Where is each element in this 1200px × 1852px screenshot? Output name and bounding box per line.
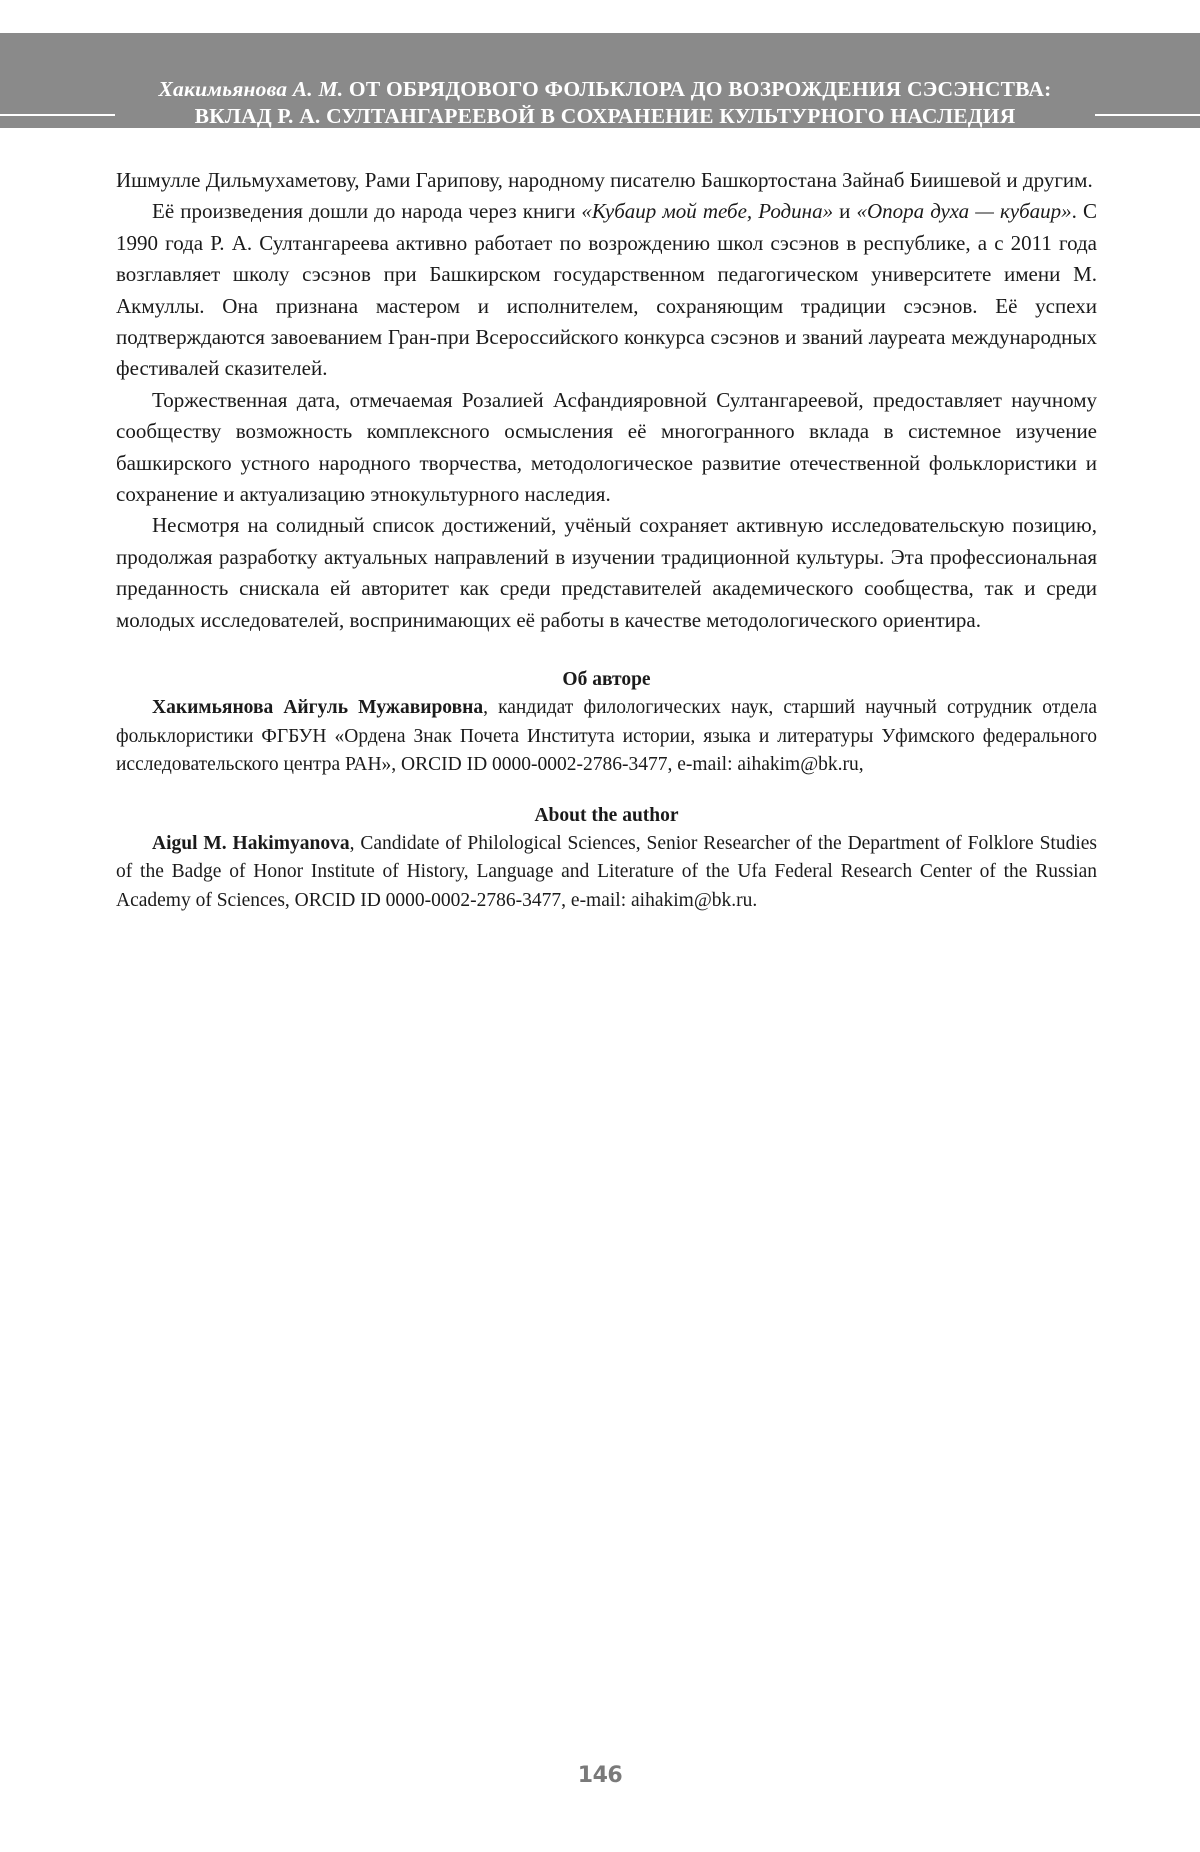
author-details-en: , Candidate of Philological Sciences, Senior Researcher of the Department of Folklore Studies of the Badge of Honor Institute of History, Language and Literature of the Ufa Federal Research Center of the Russian Academy of Sciences, ORCID ID 0000-0002-2786-3477, e-mail: aihakim@bk.ru.: [116, 832, 1097, 912]
paragraph-2-rest: . С 1990 года Р. А. Султангареева активно работает по возрождению школ сэсэнов в республике, а с 2011 года возглавляет школу сэсэнов при Башкирском государственном педагогическом университете имени М. Акмуллы. Она признана мастером и исполнителем, сохраняющим традиции сэсэнов. Её успехи подтверждаются завоеванием Гран-при Всероссийского конкурса сэсэнов и званий лауреата международных фестивалей сказителей.: [116, 199, 1097, 381]
paragraph-4: Несмотря на солидный список достижений, учёный сохраняет активную исследовательскую позицию, продолжая разработку актуальных направлений в изучении традиционной культуры. Эта профессиональная преданность снискала ей авторитет как среди представителей академического сообщества, так и среди молодых исследователей, воспринимающих её работы в качестве методологического ориентира.: [116, 513, 1097, 632]
running-header: [0, 33, 1200, 155]
book-title-opora: «Опора духа — кубаир»: [856, 199, 1072, 224]
paragraph-3: Торжественная дата, отмечаемая Розалией Асфандияровной Султангареевой, предоставляет научному сообществу возможность комплексного осмысления её многогранного вклада в системное изучение башкирского устного народного творчества, методологическое развитие отечественной фольклористики и сохранение и актуализацию этнокультурного наследия.: [116, 387, 1097, 507]
header-rule-left: [0, 114, 115, 116]
about-author-heading-en: About the author: [534, 804, 679, 826]
header-rule-right: [1095, 114, 1200, 116]
header-line-1: [115, 76, 1095, 103]
author-name-en: Aigul M. Hakimyanova: [152, 832, 350, 854]
about-author-bio-en: [116, 830, 1097, 916]
running-header-text: [115, 76, 1095, 157]
book-title-kubair: «Кубаир мой тебе, Родина»: [581, 199, 834, 224]
page-number: 146: [577, 1763, 623, 1788]
about-author-bio-ru: [116, 694, 1097, 780]
about-author-heading-ru: Об авторе: [562, 669, 651, 691]
paragraph-2-start: Её произведения дошли до народа через книги: [152, 199, 582, 224]
paragraph-2-and: и: [833, 199, 857, 224]
article-body: [116, 165, 1097, 916]
header-author: Хакимьянова А. М.: [158, 77, 344, 101]
author-name-ru: Хакимьянова Айгуль Мужавировна: [152, 697, 484, 719]
paragraph-2: [116, 196, 1097, 384]
header-title-line-1: ОТ ОБРЯДОВОГО ФОЛЬКЛОРА ДО ВОЗРОЖДЕНИЯ СЭСЭНСТВА:: [348, 77, 1052, 101]
paragraph-1: Ишмулле Дильмухаметову, Рами Гарипову, народному писателю Башкортостана Зайнаб Биишевой и другим.: [116, 168, 1093, 192]
header-title-line-2: ВКЛАД Р. А. СУЛТАНГАРЕЕВОЙ В СОХРАНЕНИЕ КУЛЬТУРНОГО НАСЛЕДИЯ: [194, 104, 1016, 128]
header-title-line-3: БАШКОРТОСТАНА: [500, 131, 710, 155]
author-details-ru: , кандидат филологических наук, старший научный сотрудник отдела фольклористики ФГБУН «Ордена Знак Почета Института истории, языка и литературы Уфимского федерального исследовательского центра РАН», ORCID ID 0000-0002-2786-3477, e-mail: aihakim@bk.ru,: [116, 697, 1097, 776]
